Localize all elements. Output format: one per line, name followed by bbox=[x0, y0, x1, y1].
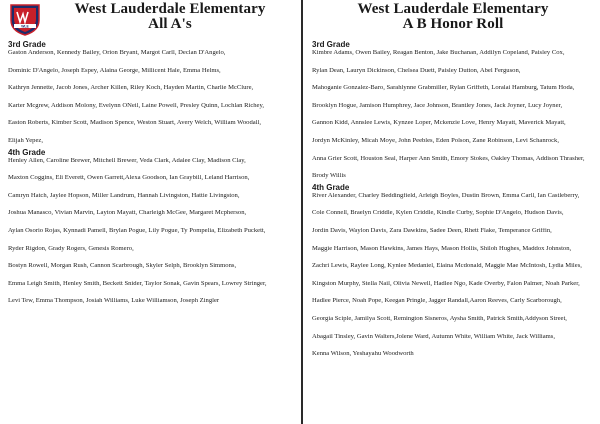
name-line: Ryder Rigdon, Grady Rogers, Genesis Romero, bbox=[8, 245, 134, 252]
name-list-4th bbox=[312, 193, 594, 358]
name-line: Jordyn McKinley, Micah Moye, John Peebles, Eden Polson, Zane Robinson, Levi Schanrock, bbox=[312, 137, 559, 144]
all-as-header bbox=[8, 2, 296, 38]
name-line: Maxton Coggins, Eli Everett, Owen Garrett,Alexa Goodson, Ian Graybill, Leland Harrison, bbox=[8, 175, 250, 182]
name-line: Cole Connell, Braelyn Criddle, Kylen Criddle, Kindle Curby, Sophie D'Angelo, Hudson Davis, bbox=[312, 210, 564, 217]
name-line: Kimbre Adams, Owen Bailey, Reagan Benton, Jake Buchanan, Addilyn Copeland, Paisley Cox, bbox=[312, 50, 565, 56]
name-line: Aylan Osorio Rojas, Kynnadi Pamell, Brylan Pogue, Lily Pogue, Ty Pompelia, Elizabeth Puckett, bbox=[8, 227, 266, 234]
grade-heading-4th: 4th Grade bbox=[8, 147, 46, 157]
name-list-3rd bbox=[312, 50, 594, 180]
name-line: Brooklyn Hogue, Jamison Humphrey, Jace Johnson, Brantley Jones, Jack Joyner, Lucy Joyner, bbox=[312, 102, 563, 109]
grade-heading-4th: 4th Grade bbox=[312, 182, 350, 192]
grade-heading-3rd: 3rd Grade bbox=[8, 40, 46, 49]
name-line: Abagail Tinsley, Gavin Walters,Jolene Ward, Autumn White, William White, Jack Williams, bbox=[312, 333, 556, 340]
school-logo-icon bbox=[8, 2, 42, 36]
name-line: Kingston Murphy, Stella Nail, Olivia Newell, Hadlee Ngo, Kade Overby, Falon Palmer, Noah Parker, bbox=[312, 280, 580, 287]
honor-roll-column bbox=[305, 0, 600, 424]
name-list-4th bbox=[8, 158, 296, 305]
name-line: Joshua Manasco, Vivian Marvin, Layton Mayatt, Charleigh McGee, Margaret Mcpherson, bbox=[8, 210, 247, 217]
name-list-3rd bbox=[8, 50, 296, 145]
page-subtitle: All A's bbox=[148, 16, 192, 32]
name-line: Bostyn Rowell, Morgan Rush, Cannon Scarbrough, Skyler Selph, Brooklyn Simmons, bbox=[8, 263, 237, 270]
name-line: Camryn Hatch, Jaylee Hopson, Miller Landrum, Hannah Livingston, Hattie Livingston, bbox=[8, 192, 240, 199]
page-subtitle: A B Honor Roll bbox=[402, 16, 504, 32]
page-title: West Lauderdale Elementary bbox=[357, 1, 549, 17]
name-line: Elijah Yepez, bbox=[8, 137, 43, 144]
logo-text: WLE bbox=[21, 24, 29, 29]
name-line: Jordin Davis, Waylon Davis, Zara Dawkins, Sadee Deen, Rhett Flake, Temperance Griffin, bbox=[312, 227, 552, 234]
name-line: Brody Willis bbox=[312, 173, 346, 180]
name-line: Easton Roberts, Kimber Scott, Madison Spence, Weston Stuart, Avery Welch, William Woodall, bbox=[8, 120, 262, 127]
honor-roll-header bbox=[312, 2, 594, 38]
name-line: Levi Tew, Emma Thompson, Josiah Williams, Luke Williamson, Joseph Zingler bbox=[8, 298, 220, 305]
name-line: Maggie Harrison, Mason Hawkins, James Hays, Mason Hollis, Shiloh Hughes, Maddox Johnston, bbox=[312, 245, 572, 252]
name-line: Karter Mcgrew, Addison Molony, Evelynn ONeil, Laine Powell, Presley Quinn, Lochlan Richey, bbox=[8, 102, 265, 109]
name-line: Henley Allen, Caroline Brewer, Mitchell Brewer, Veda Clark, Adalee Clay, Madison Clay, bbox=[8, 157, 246, 164]
name-line: Hadlee Pierce, Noah Pope, Keegan Pringle, Jagger Randall,Aaron Reeves, Carly Scarborough, bbox=[312, 298, 562, 305]
name-line: Georgia Sciple, Jamilya Scott, Remington Sisneros, Aysha Smith, Patrick Smith,Addyson Street, bbox=[312, 315, 567, 322]
name-line: Gannon Kidd, Annslee Lewis, Kynzee Loper, Mckenzie Love, Henry Mayatt, Maverick Mayatt, bbox=[312, 120, 566, 127]
name-line: Kenna Wilson, Yeshayahu Woodworth bbox=[312, 351, 414, 358]
grade-heading-3rd: 3rd Grade bbox=[312, 40, 350, 49]
name-line: Dominic D'Angelo, Joseph Espey, Alaina George, Millicent Hale, Emma Helms, bbox=[8, 67, 221, 74]
name-line: Anna Grier Scott, Houston Seal, Harper Ann Smith, Emory Stokes, Oakley Thomas, Addison Thrasher, bbox=[312, 155, 585, 162]
name-line: Gaston Anderson, Kennedy Bailey, Orion Bryant, Margot Carll, Declan D'Angelo, bbox=[8, 50, 226, 56]
name-line: Zachri Lewis, Raylee Long, Kynlee Medaniel, Elaina Mcdonald, Maggie Mae McIntosh, Lydia Miles, bbox=[312, 263, 582, 270]
page-title: West Lauderdale Elementary bbox=[74, 1, 266, 17]
name-line: Kathryn Jennette, Jacob Jones, Archer Killen, Riley Koch, Hayden Martin, Charlie McClure, bbox=[8, 85, 254, 92]
name-line: Emma Leigh Smith, Henley Smith, Beckett Snider, Taylor Sonak, Gavin Spears, Lowrey Stringer, bbox=[8, 280, 267, 287]
name-line: Mahoganie Gonzalez-Baro, Sarahlynne Grabmiller, Rylan Griffeth, Loralai Hamburg, Tatum Hoda, bbox=[312, 85, 575, 92]
name-line: River Alexander, Charley Beddingfield, Arleigh Boyles, Dustin Brown, Emma Carll, Ian Castleberry, bbox=[312, 192, 580, 199]
name-line: Rylan Dean, Lauryn Dickinson, Chelsea Duett, Paisley Dutton, Abel Ferguson, bbox=[312, 67, 521, 74]
column-divider bbox=[301, 0, 303, 424]
